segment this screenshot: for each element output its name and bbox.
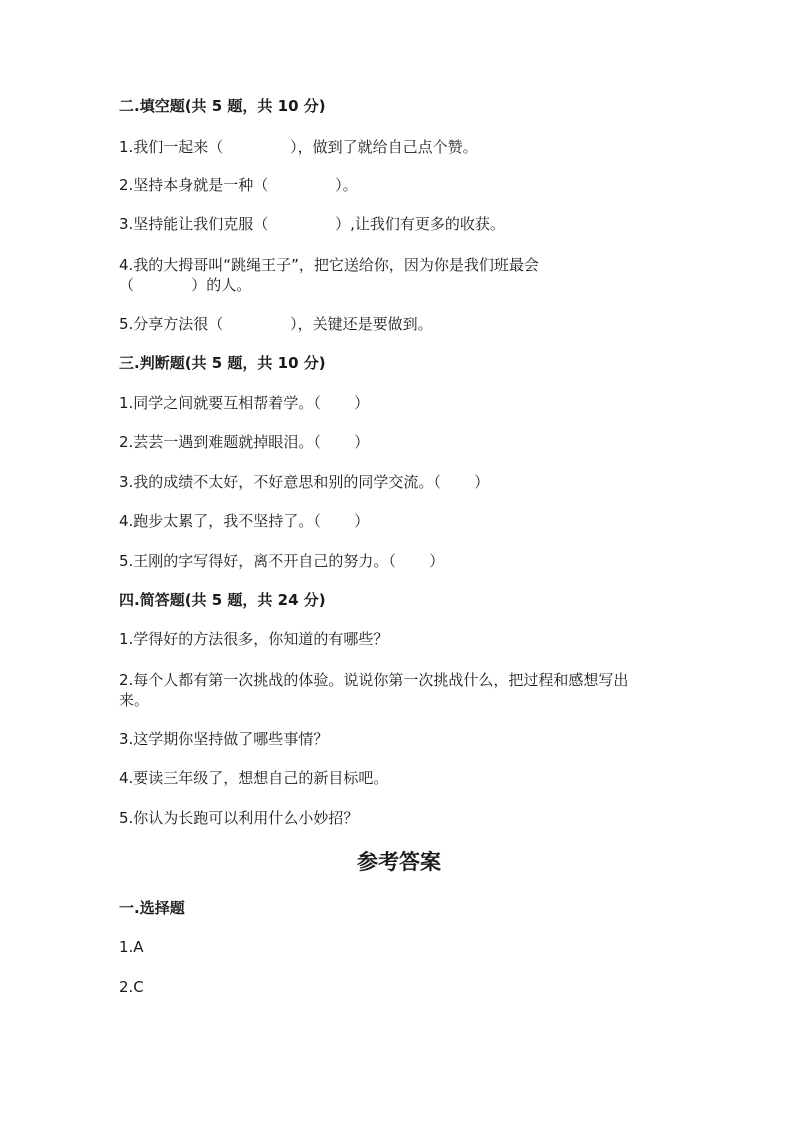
fill-blank-question-3: 3.坚持能让我们克服（ ）,让我们有更多的收获。	[119, 215, 505, 233]
fill-blank-question-4-line-1: 4.我的大拇哥叫“跳绳王子”，把它送给你，因为你是我们班最会	[119, 256, 539, 274]
true-false-question-1: 1.同学之间就要互相帮着学。（ ）	[119, 394, 370, 412]
section-heading-true-false: 三.判断题(共 5 题，共 10 分)	[119, 354, 326, 372]
short-answer-question-5: 5.你认为长跑可以利用什么小妙招？	[119, 809, 359, 827]
fill-blank-question-1: 1.我们一起来（ ），做到了就给自己点个赞。	[119, 138, 478, 156]
short-answer-question-3: 3.这学期你坚持做了哪些事情？	[119, 730, 329, 748]
short-answer-question-2-line-1: 2.每个人都有第一次挑战的体验。说说你第一次挑战什么，把过程和感想写出	[119, 671, 629, 689]
answer-item-2: 2.C	[119, 978, 144, 996]
true-false-question-3: 3.我的成绩不太好，不好意思和别的同学交流。（ ）	[119, 473, 490, 491]
answer-item-1: 1.A	[119, 938, 144, 956]
short-answer-question-1: 1.学得好的方法很多，你知道的有哪些？	[119, 630, 389, 648]
true-false-question-2: 2.芸芸一遇到难题就掉眼泪。（ ）	[119, 433, 370, 451]
section-heading-fill-blank: 二.填空题(共 5 题，共 10 分)	[119, 97, 326, 115]
true-false-question-4: 4.跑步太累了，我不坚持了。（ ）	[119, 512, 370, 530]
short-answer-question-4: 4.要读三年级了，想想自己的新目标吧。	[119, 769, 389, 787]
answer-section-heading: 一.选择题	[119, 899, 185, 917]
section-heading-short-answer: 四.简答题(共 5 题，共 24 分)	[119, 591, 326, 609]
answer-key-title: 参考答案	[357, 849, 441, 874]
fill-blank-question-4-line-2: （ ）的人。	[119, 276, 252, 294]
fill-blank-question-2: 2.坚持本身就是一种（ ）。	[119, 176, 358, 194]
short-answer-question-2-line-2: 来。	[119, 691, 150, 709]
fill-blank-question-5: 5.分享方法很（ ），关键还是要做到。	[119, 315, 433, 333]
true-false-question-5: 5.王刚的字写得好，离不开自己的努力。（ ）	[119, 552, 445, 570]
